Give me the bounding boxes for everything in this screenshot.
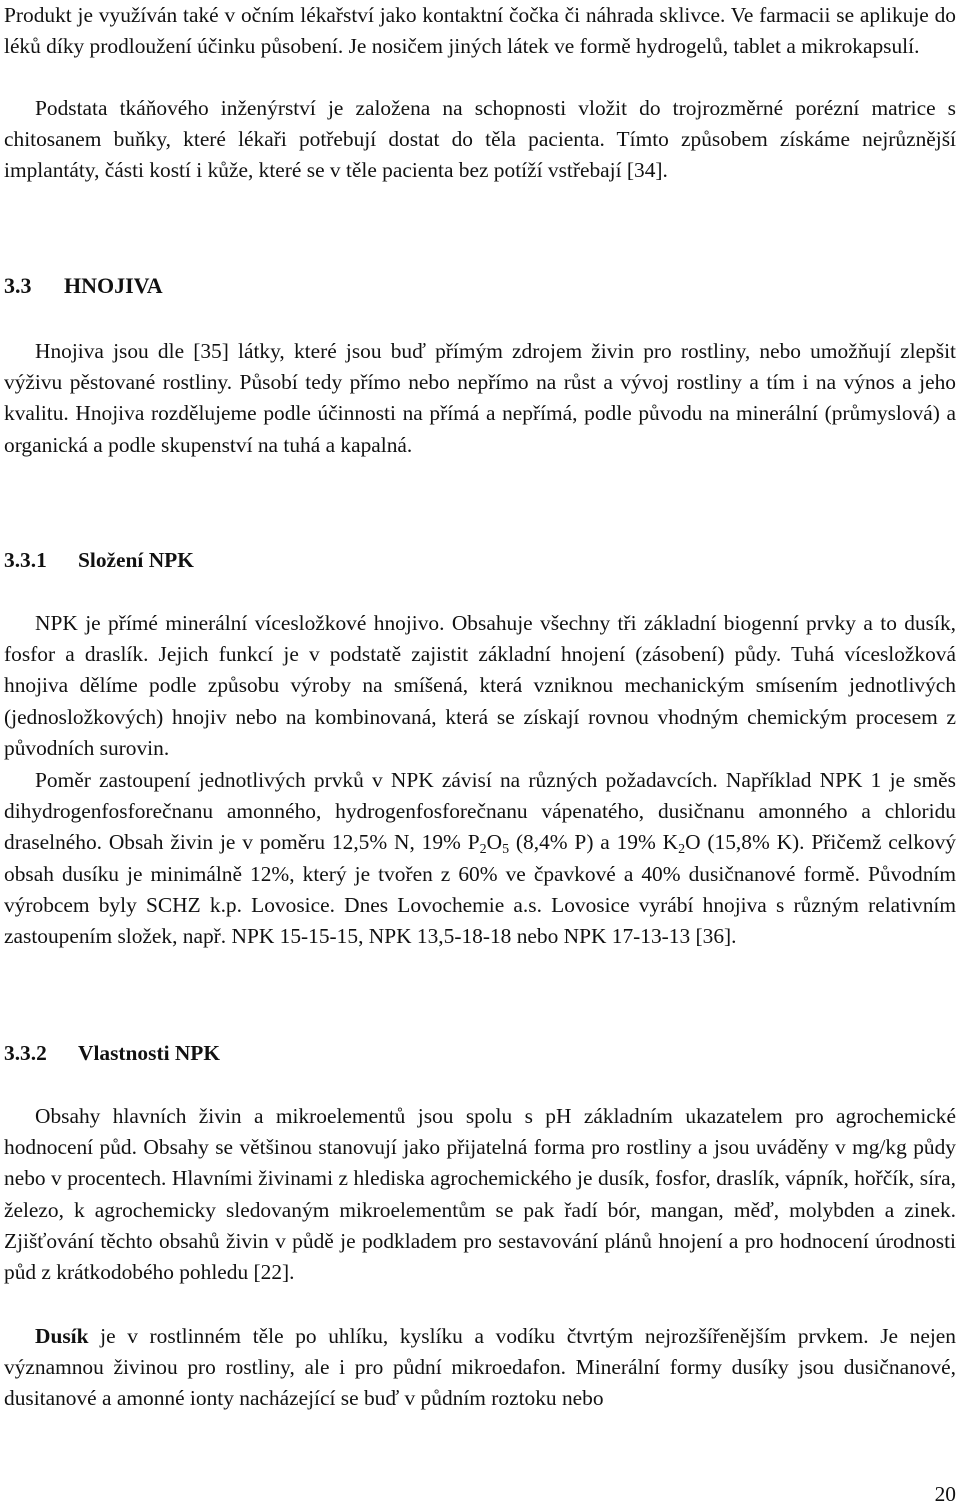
subscript: 5 bbox=[502, 842, 510, 858]
text-segment: O bbox=[486, 830, 503, 855]
heading-number: 3.3.1 bbox=[4, 548, 47, 572]
heading-vlastnosti-npk bbox=[4, 1038, 220, 1069]
subscript: 2 bbox=[479, 842, 487, 858]
heading-title: Vlastnosti NPK bbox=[78, 1041, 221, 1065]
heading-number: 3.3 bbox=[4, 273, 32, 298]
subscript: 2 bbox=[678, 842, 686, 858]
text-segment: Poměr zastoupení jednotlivých prvků v NPK závisí na různých požadavcích. Například NPK 1 je směs dihydrogenfosforečnanu amonného, hydrogenfosforečnanu vápenatého, dusičnanu amonného a chloridu draselného. Obsah živin je v poměru 12,5% N, 19% P bbox=[4, 768, 956, 855]
text-segment: je v rostlinném těle po uhlíku, kyslíku a vodíku čtvrtým nejrozšířenějším prvkem. Je nejen významnou živinou pro rostliny, ale i pro půdní mikroedafon. Minerální formy dusíky jsou dusičnanové, dusitanové a amonné ionty nacházející se buď v půdním roztoku nebo bbox=[4, 1324, 956, 1411]
heading-title: HNOJIVA bbox=[64, 273, 163, 298]
paragraph-tissue-engineering: Podstata tkáňového inženýrství je založena na schopnosti vložit do trojrozměrné porézní matrice s chitosanem buňky, které lékaři potřebují dostat do těla pacienta. Tímto způsobem získáme nejrůznější implantáty, části kostí i kůže, které se v těle pacienta bez potíží vstřebají [34]. bbox=[4, 96, 956, 183]
paragraph-eye-pharmacy: Produkt je využíván také v očním lékařství jako kontaktní čočka či náhrada sklivce. Ve farmacii se aplikuje do léků díky prodloužení účinku působení. Je nosičem jiných látek ve formě hydrogelů, tablet a mikrokapsulí. bbox=[4, 3, 956, 59]
heading-title: Složení NPK bbox=[78, 548, 194, 572]
heading-hnojiva bbox=[4, 270, 163, 301]
page-number: 20 bbox=[934, 1482, 956, 1506]
text-segment: O (15,8% K). Přičemž celkový obsah dusíku je minimálně 12%, který je tvořen z 60% ve čpavkové a 40% dusičnanové formě. Původním výrobcem byly SCHZ k.p. Lovosice. Dnes Lovochemie a.s. Lovosice vyrábí hnojiva s různým relativním zastoupením složek, např. NPK 15-15-15, NPK 13,5-18-18 nebo NPK 17-13-13 [36]. bbox=[4, 830, 956, 949]
text-segment: (8,4% P) a 19% K bbox=[509, 830, 679, 855]
paragraph-nutrient-content: Obsahy hlavních živin a mikroelementů jsou spolu s pH základním ukazatelem pro agrochemické hodnocení půd. Obsahy se většinou stanovují jako přijatelná forma pro rostliny a jsou uváděny v mg/kg půdy nebo v procentech. Hlavními živinami z hlediska agrochemického je dusík, fosfor, draslík, vápník, hořčík, síra, železo, k agrochemicky sledovaným mikroelementům se pak řadí bór, mangan, měď, molybden a zinek. Zjišťování těchto obsahů živin v půdě je podkladem pro sestavování plánů hnojení a pro hodnocení úrodnosti půd z krátkodobého pohledu [22]. bbox=[4, 1104, 956, 1285]
paragraph-dusik bbox=[4, 1321, 956, 1415]
paragraph-hnojiva-definition: Hnojiva jsou dle [35] látky, které jsou buď přímým zdrojem živin pro rostliny, nebo umožňují zlepšit výživu pěstované rostliny. Působí tedy přímo nebo nepřímo na růst a vývoj rostliny a tím i na výnos a jeho kvalitu. Hnojiva rozdělujeme podle účinnosti na přímá a nepřímá, podle původu na minerální (průmyslová) a organická a podle skupenství na tuhá a kapalná. bbox=[4, 339, 956, 457]
bold-term: Dusík bbox=[35, 1324, 89, 1348]
paragraph-npk-composition: NPK je přímé minerální vícesložkové hnojivo. Obsahuje všechny tři základní biogenní prvky a to dusík, fosfor a draslík. Jejich funkcí je v podstatě zajistit základní hnojení (zásobení) půdy. Tuhá vícesložková hnojiva dělíme podle způsobu výroby na smíšená, která vzniknou mechanickým smísením jednotlivých (jednosložkových) hnojiv nebo na kombinovaná, která se získají rovnou vhodným chemickým procesem z původních surovin. bbox=[4, 611, 956, 760]
heading-slozeni-npk bbox=[4, 545, 194, 576]
heading-number: 3.3.2 bbox=[4, 1041, 47, 1065]
paragraph-npk-ratio bbox=[4, 765, 956, 952]
